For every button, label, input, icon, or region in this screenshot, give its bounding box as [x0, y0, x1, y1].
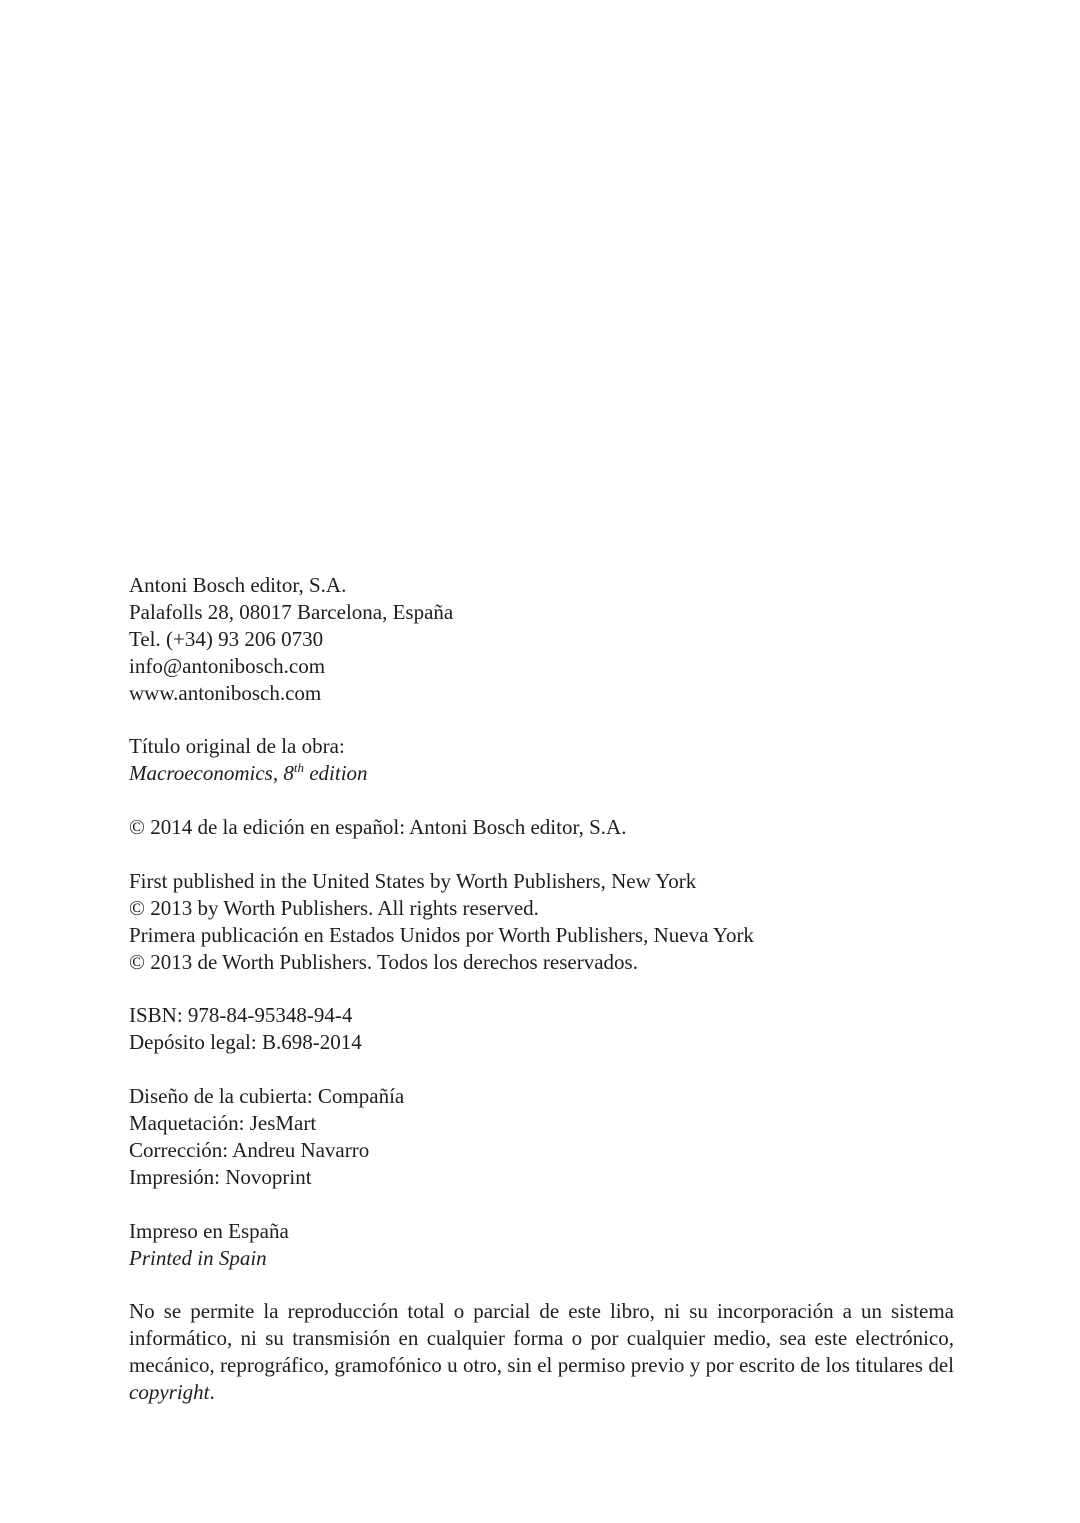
printed-in-block — [129, 1218, 954, 1272]
spanish-copyright: © 2014 de la edición en español: Antoni Bosch editor, S.A. — [129, 815, 627, 840]
legal-notice-copyright-word: copyright — [129, 1380, 210, 1405]
publisher-website: www.antonibosch.com — [129, 680, 322, 705]
original-title — [129, 760, 954, 787]
colophon — [129, 572, 954, 1406]
proofreading-credit: Corrección: Andreu Navarro — [129, 1137, 370, 1162]
publisher-name: Antoni Bosch editor, S.A. — [129, 573, 347, 597]
legal-notice-end: . — [209, 1380, 215, 1405]
layout-credit: Maquetación: JesMart — [129, 1111, 317, 1136]
first-publication-line-4: © 2013 de Worth Publishers. Todos los derechos reservados. — [129, 949, 638, 974]
spanish-copyright-block — [129, 814, 954, 841]
publisher-block — [129, 572, 954, 707]
legal-notice — [129, 1298, 954, 1406]
identifiers-block — [129, 1002, 954, 1056]
printed-in-spanish: Impreso en España — [129, 1218, 289, 1243]
cover-design-credit: Diseño de la cubierta: Compañía — [129, 1084, 405, 1109]
first-publication-block — [129, 868, 954, 976]
legal-deposit: Depósito legal: B.698-2014 — [129, 1030, 362, 1055]
edition-superscript: th — [293, 760, 304, 776]
original-title-text: Macroeconomics, 8 — [129, 761, 294, 786]
original-title-block — [129, 733, 954, 787]
first-publication-line-1: First published in the United States by Worth Publishers, New York — [129, 868, 697, 893]
original-title-label: Título original de la obra: — [129, 734, 345, 759]
legal-notice-text: No se permite la reproducción total o parcial de este libro, ni su incorporación a un sistema informático, ni su transmisión en cualquier forma o por cualquier medio, sea este electrónico, mecánico, reprográfico, gramofónico u otro, sin el permiso previo y por escrito de los titulares del — [129, 1299, 954, 1378]
first-publication-line-3: Primera publicación en Estados Unidos por Worth Publishers, Nueva York — [129, 922, 754, 947]
publisher-address: Palafolls 28, 08017 Barcelona, España — [129, 599, 454, 624]
publisher-phone: Tel. (+34) 93 206 0730 — [129, 626, 324, 651]
publisher-email: info@antonibosch.com — [129, 653, 326, 678]
printed-in-english: Printed in Spain — [129, 1245, 267, 1270]
edition-word: edition — [303, 761, 368, 786]
printing-credit: Impresión: Novoprint — [129, 1164, 312, 1189]
isbn: ISBN: 978-84-95348-94-4 — [129, 1003, 353, 1028]
first-publication-line-2: © 2013 by Worth Publishers. All rights reserved. — [129, 895, 539, 920]
credits-block — [129, 1083, 954, 1191]
